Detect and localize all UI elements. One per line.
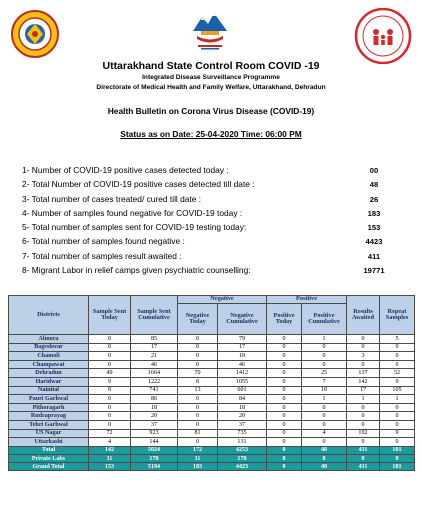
table-row — [9, 386, 415, 395]
table-cell: 0 — [178, 343, 218, 352]
table-cell: 8 — [89, 386, 131, 395]
table-cell: 0 — [267, 403, 302, 412]
table-cell: 0 — [267, 360, 302, 369]
col-positive-cumulative: Positive Cumulative — [302, 304, 347, 335]
total-cell: 181 — [380, 446, 415, 454]
col-results-awaited: Results Awaited — [347, 296, 380, 335]
total-cell: 411 — [347, 446, 380, 454]
table-cell: 20 — [218, 412, 267, 421]
col-group-positive: Positive — [267, 296, 347, 304]
table-cell: 8 — [178, 378, 218, 387]
table-cell: 0 — [347, 343, 380, 352]
summary-value: 183 — [367, 208, 381, 218]
table-cell: 17 — [218, 343, 267, 352]
table-cell: 70 — [178, 369, 218, 378]
total-cell: 4423 — [218, 463, 267, 471]
col-negative-cumulative: Negative Cumulative — [218, 304, 267, 335]
table-cell: 0 — [267, 335, 302, 344]
summary-value: 26 — [369, 194, 379, 204]
total-row — [9, 455, 415, 463]
table-row — [9, 378, 415, 387]
table-cell: 17 — [347, 386, 380, 395]
table-row — [9, 369, 415, 378]
table-cell: 0 — [267, 421, 302, 430]
summary-item — [22, 251, 400, 265]
table-cell: 85 — [131, 335, 178, 344]
table-cell: 3 — [347, 352, 380, 361]
total-label: Private Labs — [9, 455, 89, 463]
district-name: Rudraprayag — [9, 412, 89, 421]
table-cell: 0 — [89, 352, 131, 361]
district-name: Haridwar — [9, 378, 89, 387]
table-row — [9, 352, 415, 361]
table-cell: 137 — [347, 369, 380, 378]
table-cell: 0 — [89, 421, 131, 430]
table-cell: 0 — [380, 421, 415, 430]
total-cell: 11 — [89, 455, 131, 463]
total-cell: 0 — [302, 455, 347, 463]
table-cell: 0 — [302, 421, 347, 430]
total-cell: 183 — [178, 463, 218, 471]
table-cell: 72 — [89, 429, 131, 438]
table-cell: 0 — [178, 403, 218, 412]
table-cell: 52 — [380, 369, 415, 378]
table-cell: 25 — [302, 369, 347, 378]
table-row — [9, 335, 415, 344]
col-districts: Districts — [9, 296, 89, 335]
table-cell: 0 — [380, 438, 415, 447]
table-row — [9, 343, 415, 352]
summary-value: 4423 — [365, 237, 383, 247]
summary-label: 7- Total number of samples result awaited : — [22, 250, 182, 261]
table-cell: 1222 — [131, 378, 178, 387]
col-negative-today: Negative Today — [178, 304, 218, 335]
table-cell: 81 — [178, 429, 218, 438]
table-cell: 0 — [178, 352, 218, 361]
summary-label: 5- Total number of samples sent for COVID-19 testing today: — [22, 222, 247, 233]
total-label: Total — [9, 446, 89, 454]
total-cell: 4253 — [218, 446, 267, 454]
table-cell: 0 — [302, 343, 347, 352]
table-cell: 0 — [347, 421, 380, 430]
table-cell: 1055 — [218, 378, 267, 387]
district-table — [8, 295, 415, 471]
table-cell: 10 — [302, 386, 347, 395]
table-cell: 1664 — [131, 369, 178, 378]
total-cell: 153 — [89, 463, 131, 471]
table-cell: 84 — [218, 395, 267, 404]
table-cell: 105 — [380, 386, 415, 395]
page-title: Uttarakhand State Control Room COVID -19 — [102, 60, 320, 72]
table-cell: 0 — [347, 403, 380, 412]
col-sent-cumulative: Sample Sent Cumulative — [131, 296, 178, 335]
table-cell: 49 — [89, 369, 131, 378]
summary-label: 1- Number of COVID-19 positive cases detected today : — [22, 165, 229, 175]
total-row — [9, 446, 415, 454]
table-cell: 0 — [302, 352, 347, 361]
total-cell: 5024 — [131, 446, 178, 454]
table-cell: 46 — [218, 360, 267, 369]
summary-value: 411 — [367, 251, 381, 261]
total-cell: 172 — [178, 446, 218, 454]
table-cell: 0 — [178, 412, 218, 421]
table-cell: 0 — [347, 412, 380, 421]
total-cell: 48 — [302, 463, 347, 471]
table-row — [9, 412, 415, 421]
table-cell: 131 — [218, 438, 267, 447]
table-cell: 923 — [131, 429, 178, 438]
table-cell: 0 — [347, 360, 380, 369]
summary-value: 00 — [369, 166, 379, 175]
district-name: Tehri Garhwal — [9, 421, 89, 430]
table-cell: 1 — [347, 395, 380, 404]
table-row — [9, 421, 415, 430]
district-name: Dehradun — [9, 369, 89, 378]
total-cell: 170 — [218, 455, 267, 463]
table-cell: 0 — [302, 438, 347, 447]
table-cell: 0 — [89, 343, 131, 352]
district-name: Pauri Garhwal — [9, 395, 89, 404]
table-cell: 0 — [267, 412, 302, 421]
table-cell: 9 — [380, 378, 415, 387]
table-cell: 0 — [302, 360, 347, 369]
table-cell: 0 — [267, 369, 302, 378]
table-cell: 0 — [89, 335, 131, 344]
total-row — [9, 463, 415, 471]
table-cell: 1 — [302, 335, 347, 344]
table-cell: 79 — [218, 335, 267, 344]
district-name: Almora — [9, 335, 89, 344]
summary-label: 3- Total number of cases treated/ cured till date : — [22, 193, 202, 204]
table-cell: 144 — [131, 438, 178, 447]
total-cell: 0 — [267, 463, 302, 471]
summary-value: 19771 — [363, 266, 385, 276]
table-cell: 1412 — [218, 369, 267, 378]
table-cell: 0 — [89, 403, 131, 412]
table-cell: 18 — [131, 403, 178, 412]
table-row — [9, 429, 415, 438]
summary-label: 8- Migrant Labor in relief camps given psychiatric counselling: — [22, 265, 251, 276]
table-cell: 5 — [380, 335, 415, 344]
table-cell: 0 — [267, 343, 302, 352]
table-cell: 0 — [89, 395, 131, 404]
summary-label: 4- Number of samples found negative for COVID-19 today : — [22, 207, 243, 218]
table-cell: 0 — [380, 403, 415, 412]
total-cell: 0 — [267, 446, 302, 454]
table-cell: 21 — [131, 352, 178, 361]
table-body — [9, 335, 415, 471]
table-cell: 0 — [267, 438, 302, 447]
uttarakhand-emblem-icon — [189, 7, 231, 51]
summary-item — [22, 165, 400, 179]
subtitle-programme: Integrated Disease Surveillance Programme — [142, 74, 280, 81]
col-sent-today: Sample Sent Today — [89, 296, 131, 335]
table-cell: 1 — [380, 395, 415, 404]
table-cell: 18 — [218, 352, 267, 361]
table-cell: 7 — [302, 378, 347, 387]
table-cell: 102 — [347, 429, 380, 438]
table-cell: 142 — [347, 378, 380, 387]
subtitle-directorate: Directorate of Medical Health and Family Welfare, Uttarakhand, Dehradun — [96, 84, 326, 91]
table-row — [9, 360, 415, 369]
table-cell: 0 — [178, 438, 218, 447]
bulletin-heading: Health Bulletin on Corona Virus Disease (COVID-19) — [107, 106, 315, 116]
summary-item — [22, 208, 400, 222]
table-cell: 0 — [178, 395, 218, 404]
table-cell: 0 — [89, 360, 131, 369]
table-cell: 0 — [178, 421, 218, 430]
total-cell: 48 — [302, 446, 347, 454]
summary-item — [22, 236, 400, 250]
district-name: Uttarkashi — [9, 438, 89, 447]
total-cell: 5194 — [131, 463, 178, 471]
total-label: Grand Total — [9, 463, 89, 471]
table-cell: 18 — [218, 403, 267, 412]
table-cell: 9 — [380, 429, 415, 438]
total-cell: 411 — [347, 463, 380, 471]
table-cell: 4 — [89, 438, 131, 447]
district-name: Bageshwar — [9, 343, 89, 352]
table-cell: 86 — [131, 395, 178, 404]
table-cell: 0 — [347, 335, 380, 344]
table-cell: 46 — [131, 360, 178, 369]
district-name: Chamoli — [9, 352, 89, 361]
table-cell: 0 — [89, 412, 131, 421]
table-row — [9, 438, 415, 447]
summary-item — [22, 222, 400, 236]
table-cell: 0 — [178, 360, 218, 369]
summary-item — [22, 265, 400, 279]
table-cell: 741 — [131, 386, 178, 395]
table-cell: 13 — [178, 386, 218, 395]
table-cell: 4 — [302, 429, 347, 438]
col-group-negative: Negative — [178, 296, 267, 304]
table-cell: 9 — [89, 378, 131, 387]
table-cell: 37 — [131, 421, 178, 430]
summary-value: 48 — [369, 180, 379, 190]
total-cell: 181 — [380, 463, 415, 471]
table-row — [9, 395, 415, 404]
table-cell: 1 — [302, 395, 347, 404]
table-cell: 0 — [380, 352, 415, 361]
table-cell: 0 — [380, 360, 415, 369]
table-cell: 20 — [131, 412, 178, 421]
district-name: US Nagar — [9, 429, 89, 438]
table-cell: 0 — [267, 429, 302, 438]
table-cell: 0 — [267, 395, 302, 404]
summary-value: 153 — [367, 223, 381, 233]
state-seal-icon — [10, 10, 60, 58]
table-cell: 9 — [347, 438, 380, 447]
table-cell: 0 — [380, 343, 415, 352]
national-health-mission-icon — [354, 8, 412, 64]
table-cell: 0 — [267, 352, 302, 361]
district-name: Champawat — [9, 360, 89, 369]
table-cell: 0 — [380, 412, 415, 421]
table-cell: 0 — [302, 412, 347, 421]
col-repeat-samples: Repeat Samples — [380, 296, 415, 335]
table-cell: 601 — [218, 386, 267, 395]
table-cell: 17 — [131, 343, 178, 352]
summary-label: 6- Total number of samples found negative : — [22, 236, 185, 247]
total-cell: 11 — [178, 455, 218, 463]
summary-item — [22, 179, 400, 193]
table-cell: 0 — [302, 403, 347, 412]
table-cell: 735 — [218, 429, 267, 438]
total-cell: 0 — [380, 455, 415, 463]
summary-list — [22, 165, 400, 279]
table-row — [9, 403, 415, 412]
district-name: Pithoragarh — [9, 403, 89, 412]
table-cell: 37 — [218, 421, 267, 430]
status-date: Status as on Date: 25-04-2020 Time: 06:00 PM — [120, 129, 302, 139]
total-cell: 170 — [131, 455, 178, 463]
total-cell: 0 — [347, 455, 380, 463]
summary-label: 2- Total Number of COVID-19 positive cases detected till date : — [22, 179, 255, 190]
table-cell: 0 — [178, 335, 218, 344]
district-name: Nainital — [9, 386, 89, 395]
col-positive-today: Positive Today — [267, 304, 302, 335]
total-cell: 0 — [267, 455, 302, 463]
table-cell: 0 — [267, 378, 302, 387]
summary-item — [22, 194, 400, 208]
total-cell: 142 — [89, 446, 131, 454]
table-cell: 0 — [267, 386, 302, 395]
